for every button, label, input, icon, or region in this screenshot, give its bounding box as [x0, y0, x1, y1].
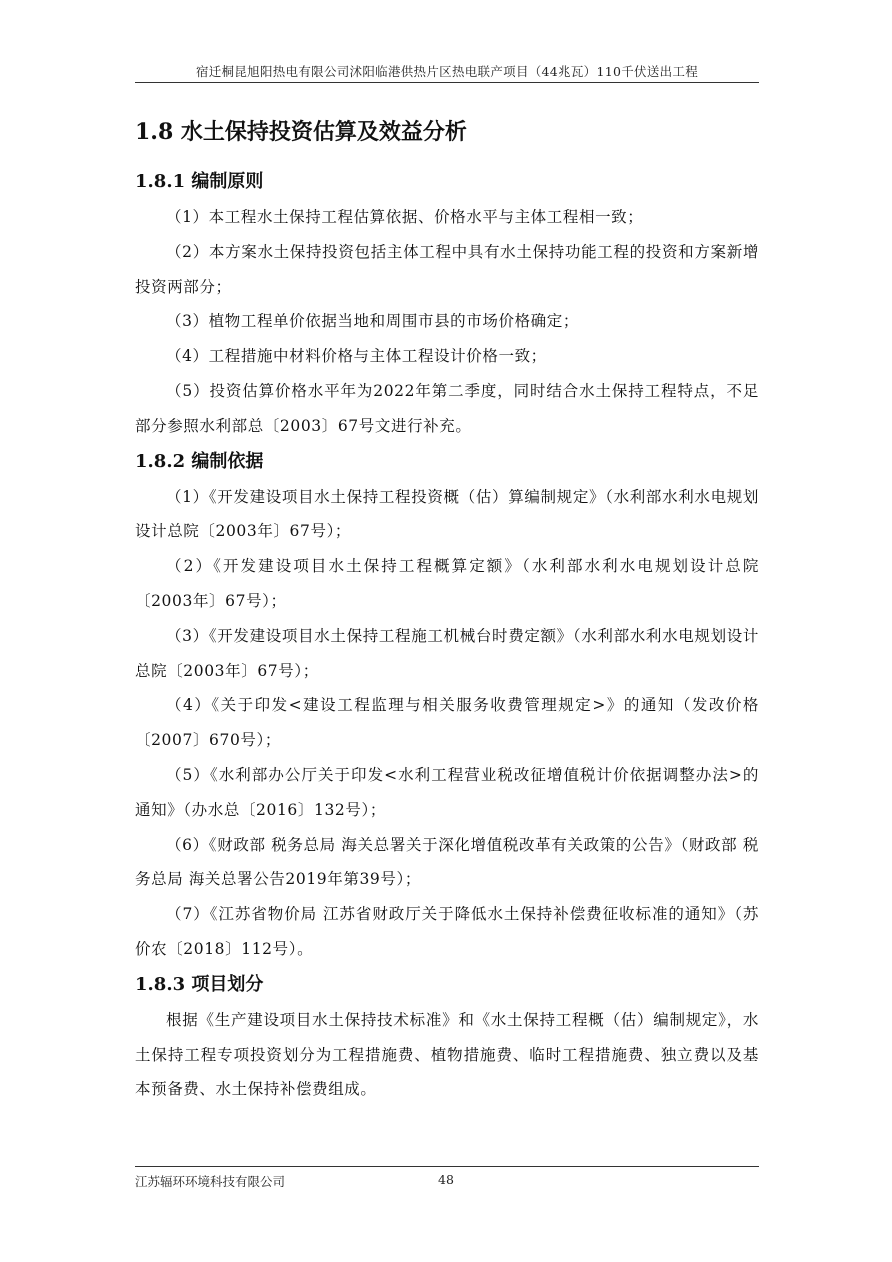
- page-number: 48: [438, 1172, 454, 1187]
- section-title: 1.8 水土保持投资估算及效益分析: [135, 119, 467, 145]
- paragraph: （2）《开发建设项目水土保持工程概算定额》（水利部水利水电规划设计总院〔2003年〕67号）；: [135, 557, 759, 610]
- paragraph: （4）工程措施中材料价格与主体工程设计价格一致；: [166, 347, 547, 366]
- footer-divider: [135, 1166, 759, 1167]
- paragraph: （3）《开发建设项目水土保持工程施工机械台时费定额》（水利部水利水电规划设计总院〔2003年〕67号）；: [135, 626, 759, 680]
- paragraph: （5）《水利部办公厅关于印发<水利工程营业税改征增值税计价依据调整办法>的通知》（办水总〔2016〕132号）；: [135, 765, 759, 819]
- paragraph: （7）《江苏省物价局 江苏省财政厅关于降低水土保持补偿费征收标准的通知》（苏价农〔2018〕112号）。: [135, 905, 759, 958]
- subsection-principles: [135, 164, 759, 444]
- footer-company: 江苏辐环环境科技有限公司: [135, 1174, 286, 1189]
- paragraph: （6）《财政部 税务总局 海关总署关于深化增值税改革有关政策的公告》（财政部 税务总局 海关总署公告2019年第39号）；: [135, 835, 759, 889]
- subsection-heading: 1.8.1 编制原则: [135, 171, 264, 192]
- paragraph: （3）植物工程单价依据当地和周围市县的市场价格确定；: [166, 312, 579, 331]
- paragraph: 根据《生产建设项目水土保持技术标准》和《水土保持工程概（估）编制规定》，水土保持工程专项投资划分为工程措施费、植物措施费、临时工程措施费、独立费以及基本预备费、水土保持补偿费组成。: [135, 1010, 759, 1099]
- subsection-division: [135, 967, 759, 1107]
- paragraph: （1）《开发建设项目水土保持工程投资概（估）算编制规定》（水利部水利水电规划设计总院〔2003年〕67号）；: [135, 487, 759, 541]
- paragraph: （5）投资估算价格水平年为2022年第二季度，同时结合水土保持工程特点，不足部分参照水利部总〔2003〕67号文进行补充。: [135, 381, 759, 435]
- subsection-heading: 1.8.3 项目划分: [135, 973, 264, 995]
- subsection-heading: 1.8.2 编制依据: [135, 450, 264, 472]
- page-body: [135, 112, 759, 1107]
- page-header: 宿迁桐昆旭阳热电有限公司沭阳临港供热片区热电联产项目（44兆瓦）110千伏送出工程: [195, 64, 699, 79]
- header-divider: [135, 82, 759, 83]
- paragraph: （4）《关于印发<建设工程监理与相关服务收费管理规定>》的通知（发改价格〔2007〕670号）；: [135, 696, 759, 750]
- paragraph: （1）本工程水土保持工程估算依据、价格水平与主体工程相一致；: [166, 208, 644, 226]
- paragraph: （2）本方案水土保持投资包括主体工程中具有水土保持功能工程的投资和方案新增投资两部分；: [135, 242, 759, 296]
- subsection-basis: [135, 444, 759, 967]
